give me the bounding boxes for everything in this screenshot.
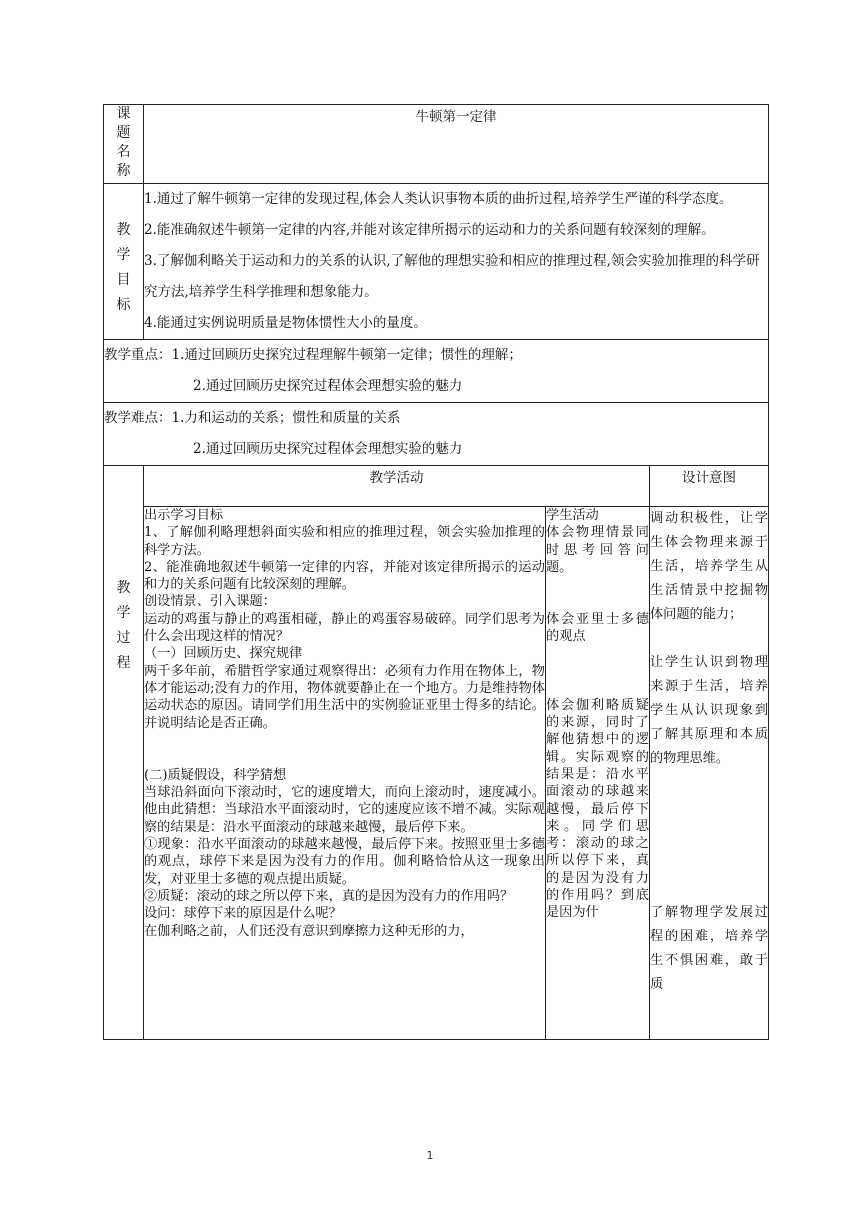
intent-header: 设计意图	[650, 466, 769, 507]
goal-item: 4.能通过实例说明质量是物体惯性大小的量度。	[144, 315, 427, 331]
design-intent-cell	[650, 507, 769, 1040]
difficulties-line1	[104, 403, 768, 434]
goals-row	[104, 184, 769, 340]
goals-cell	[144, 184, 769, 340]
goals-label-cell	[104, 184, 144, 340]
difficulty-2: 2.通过回顾历史探究过程体会理想实验的魅力	[193, 441, 463, 457]
title-label-char: 称	[116, 163, 131, 179]
intent-line: 让学生认识到物理来源于生活，培养学生从认识现象到了解其原理和本质的物理思维。	[650, 655, 769, 766]
activity-line: 两千多年前，希腊哲学家通过观察得出：必须有力作用在物体上，物体才能运动;没有力的作用，物体就要静止在一个地方。力是维持物体运动状态的原因。请同学们用生活中的实例验证亚里士得多的结论。并说明结论是否正确。	[144, 663, 545, 731]
goals-label-char: 目	[116, 272, 131, 288]
activity-cell	[144, 507, 546, 1040]
intent-line: 了解物理学发展过程的困难，培养学生不惧困难，敢于质	[650, 905, 769, 992]
title-label-char: 题	[116, 125, 131, 141]
activity-line: 运动的鸡蛋与静止的鸡蛋相碰，静止的鸡蛋容易破碎。同学们思考为什么会出现这样的情况？	[144, 611, 545, 645]
student-activity-cell	[546, 507, 650, 1040]
process-label-char: 程	[116, 655, 131, 671]
key-point-1: 1.通过回顾历史探究过程理解牛顿第一定律；惯性的理解；	[171, 347, 522, 363]
lesson-title: 牛顿第一定律	[144, 105, 769, 184]
activity-line: 出示学习目标	[144, 508, 224, 523]
goal-item: 3.了解伽利略关于运动和力的关系的认识,了解他的理想实验和相应的推理过程,领会实验加推理的科学研究方法,培养学生科学推理和想象能力。	[144, 253, 760, 300]
key-points-label: 教学重点：	[104, 347, 172, 363]
process-header-row	[104, 466, 769, 507]
page-number: 1	[426, 1149, 434, 1162]
difficulties-cell	[104, 403, 769, 466]
process-label-char: 学	[116, 605, 131, 621]
student-line: 体会亚里士多德的观点	[546, 612, 649, 645]
process-content-row	[104, 507, 769, 1040]
process-label-char: 教	[116, 580, 131, 596]
activity-line: ①现象：沿水平面滚动的球越来越慢，最后停下来。按照亚里士多德的观点，球停下来是因为没有力的作用。伽利略恰恰从这一现象出发，对亚里士多德的观点提出质疑。	[144, 837, 545, 887]
difficulties-label: 教学难点：	[104, 410, 172, 426]
student-line: 体会伽利略质疑的来源，同时了解他猜想中的逻辑。实际观察的结果是：沿水平面滚动的球越来越慢，最后停下来。同学们思考：滚动的球之所以停下来，真的是因为没有力的作用吗？到底是因为什	[546, 697, 649, 921]
goal-item: 1.通过了解牛顿第一定律的发现过程,体会人类认识事物本质的曲折过程,培养学生严谨的科学态度。	[144, 191, 733, 207]
activity-line: （一）回顾历史、探究规律	[144, 646, 303, 662]
intent-line: 调动积极性，让学生体会物理来源于生活，培养学生从生活情景中挖掘物体问题的能力；	[650, 511, 769, 622]
student-line: 体会物理情景同时思考回答问题。	[546, 525, 649, 575]
title-row	[104, 105, 769, 184]
student-line: 学生活动	[546, 508, 599, 523]
activity-line: 2、能准确地叙述牛顿第一定律的内容，并能对该定律所揭示的运动和力的关系问题有比较深刻的理解。	[144, 559, 545, 593]
goals-label-char: 学	[116, 247, 131, 263]
activity-line: 创设情景、引入课题：	[144, 594, 276, 610]
title-label-char: 课	[116, 106, 131, 122]
activity-line: (二)质疑假设，科学猜想	[144, 767, 287, 783]
title-label-char: 名	[116, 144, 131, 160]
activity-line: 在伽利略之前，人们还没有意识到摩擦力这种无形的力，	[144, 923, 474, 939]
title-label-cell	[104, 105, 144, 184]
lesson-plan-table	[103, 104, 769, 1040]
difficulties-row	[104, 403, 769, 466]
activity-header: 教学活动	[144, 466, 650, 507]
goals-label-char: 标	[116, 297, 131, 313]
goal-item: 2.能准确叙述牛顿第一定律的内容,并能对该定律所揭示的运动和力的关系问题有较深刻的理解。	[144, 222, 715, 238]
spacer	[144, 732, 545, 767]
key-points-cell	[104, 340, 769, 403]
key-point-2: 2.通过回顾历史探究过程体会理想实验的魅力	[193, 378, 463, 394]
key-points-row	[104, 340, 769, 403]
activity-line: 1、了解伽利略理想斜面实验和相应的推理过程，领会实验加推理的科学方法。	[144, 525, 545, 558]
activity-line: ②质疑：滚动的球之所以停下来，真的是因为没有力的作用吗？	[144, 888, 514, 904]
difficulty-1: 1.力和运动的关系；惯性和质量的关系	[171, 410, 401, 426]
process-label-cell	[104, 466, 144, 1040]
process-label-char: 过	[116, 630, 131, 646]
activity-line: 当球沿斜面向下滚动时，它的速度增大，而向上滚动时，速度减小。他由此猜想：当球沿水平面滚动时，它的速度应该不增不减。实际观察的结果是：沿水平面滚动的球越来越慢，最后停下来。	[144, 785, 545, 835]
key-points-line1	[104, 340, 768, 371]
activity-line: 设问：球停下来的原因是什么呢？	[144, 906, 342, 922]
goals-label-char: 教	[116, 222, 131, 238]
